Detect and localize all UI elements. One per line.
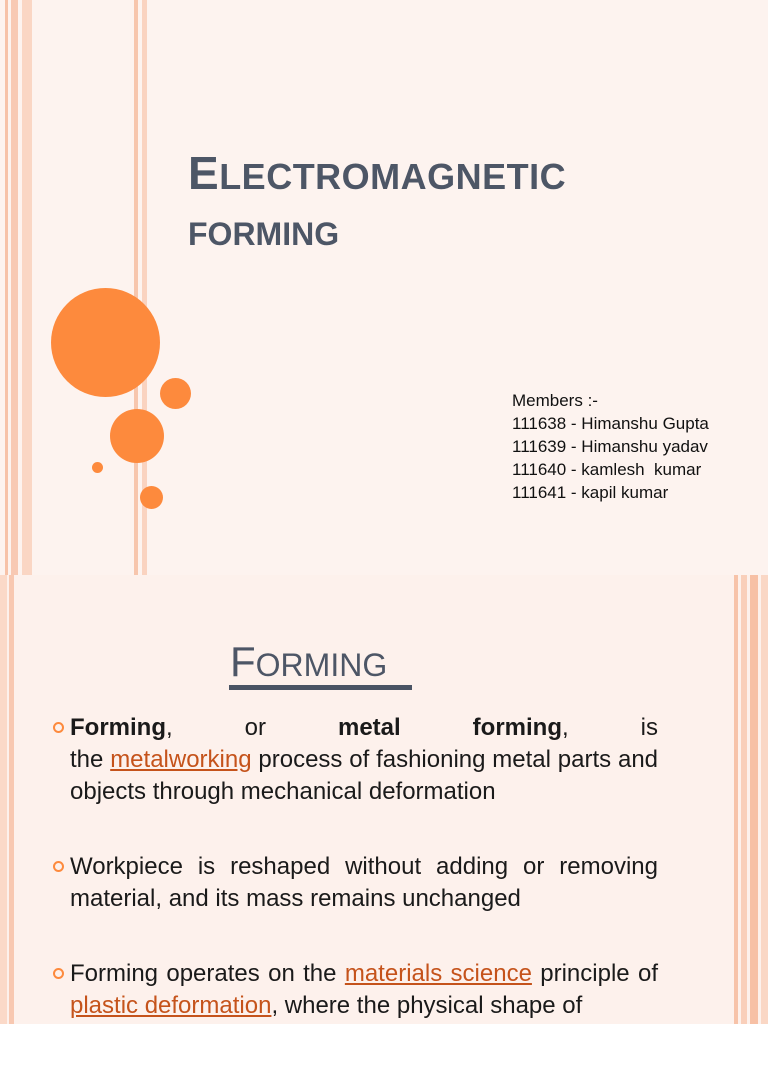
decorative-circle (140, 486, 163, 509)
metalworking-link[interactable]: metalworking (110, 746, 252, 773)
decorative-stripe (750, 575, 758, 1024)
title-line-2: FORMING (188, 216, 340, 252)
title-initial: F (230, 638, 256, 685)
word: or (244, 714, 266, 741)
title-rest: LECTROMAGNETIC (219, 156, 567, 197)
title-underline (229, 685, 412, 690)
decorative-stripe (0, 575, 7, 1024)
materials-science-link[interactable]: materials science (344, 960, 532, 987)
bullet-text: process of fashioning metal parts and objects through mechanical deformation (70, 746, 659, 805)
slide-title (188, 142, 566, 256)
member-item: 111640 - kamlesh kumar (512, 460, 702, 479)
punctuation: , (562, 714, 569, 741)
member-item: 111639 - Himanshu yadav (512, 437, 708, 456)
decorative-stripe (741, 575, 747, 1024)
bullet-icon (53, 968, 64, 979)
decorative-stripe (734, 575, 738, 1024)
decorative-circle (160, 378, 191, 409)
bullet-text: the (70, 746, 111, 773)
member-item: 111641 - kapil kumar (512, 483, 669, 502)
bold-term: metal (337, 714, 401, 741)
decorative-stripe (9, 575, 14, 1024)
punctuation: , (166, 714, 173, 741)
bullet-item (48, 851, 658, 915)
bullet-item (48, 958, 658, 1022)
bold-term: Forming (70, 714, 166, 741)
bullet-text: principle of (531, 960, 658, 987)
bullet-text: , where the physical shape of (271, 992, 583, 1019)
decorative-circle-large (51, 288, 160, 397)
members-heading: Members :- (512, 391, 598, 410)
bullet-text: Forming operates on the (70, 960, 345, 987)
decorative-circle (110, 409, 164, 463)
title-initial: E (188, 147, 220, 199)
decorative-circle-small (92, 462, 103, 473)
bullet-icon (53, 722, 64, 733)
bullet-text: Workpiece is reshaped without adding or removing material, and its mass remains unchanged (70, 853, 658, 912)
members-list (512, 389, 709, 504)
slide-title (230, 638, 387, 686)
bullet-list (48, 712, 658, 1065)
bold-term: forming (472, 714, 562, 741)
decorative-stripe (5, 0, 8, 575)
decorative-stripe (761, 575, 768, 1024)
title-rest: ORMING (255, 647, 388, 683)
decorative-stripe (134, 0, 138, 575)
plastic-deformation-link[interactable]: plastic deformation (70, 992, 272, 1019)
bullet-icon (53, 861, 64, 872)
bullet-item (48, 712, 658, 808)
decorative-stripe (22, 0, 32, 575)
decorative-stripe (11, 0, 18, 575)
member-item: 111638 - Himanshu Gupta (512, 414, 709, 433)
word: is (640, 714, 658, 741)
